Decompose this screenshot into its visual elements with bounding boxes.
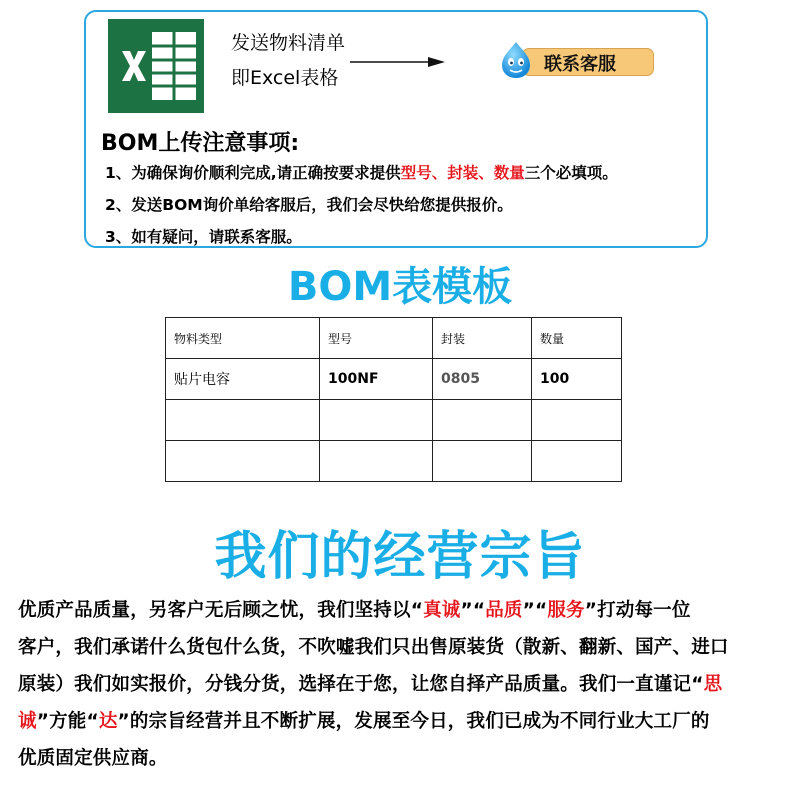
- quote-open: “: [534, 600, 548, 621]
- notice-item-2: 2、发送BOM询价单给客服后，我们会尽快给您提供报价。: [105, 196, 513, 214]
- header-material-type: 物料类型: [166, 318, 320, 359]
- table-row-empty: [166, 400, 622, 441]
- send-material-list-text: 发送物料清单: [231, 32, 346, 54]
- keyword-sincerity: 真诚: [423, 600, 461, 621]
- required-field-package: 封装: [447, 164, 479, 182]
- mission-line-2: 客户，我们承诺什么货包什么货，不吹嘘我们只出售原装货（散新、翻新、国产、进口: [18, 637, 729, 658]
- quote-open: “: [472, 600, 486, 621]
- empty-cell: [532, 441, 622, 482]
- business-mission-heading: 我们的经营宗旨: [214, 527, 586, 587]
- keyword-achieve: 达: [98, 711, 118, 732]
- cell-model: 100NF: [320, 359, 433, 400]
- keyword-quality: 品质: [485, 600, 523, 621]
- empty-cell: [166, 400, 320, 441]
- arrow-right-icon: [350, 54, 446, 70]
- notice-item-1-suffix: 三个必填项。: [524, 164, 618, 182]
- table-row-empty: [166, 441, 622, 482]
- header-quantity: 数量: [532, 318, 622, 359]
- mission-text: 原装）我们如实报价，分钱分货，选择在于您，让您自择产品质量。我们一直谨记: [18, 674, 692, 695]
- mission-text: 的宗旨经营并且不断扩展，发展至今日，我们已成为不同行业大工厂的: [129, 711, 710, 732]
- keyword-thought: 思: [703, 674, 723, 695]
- excel-format-text: 即Excel表格: [231, 67, 339, 89]
- header-model: 型号: [320, 318, 433, 359]
- required-field-model: 型号: [400, 164, 432, 182]
- business-mission-paragraph: [18, 592, 782, 777]
- quote-close: ”: [522, 600, 535, 621]
- cell-material-type: 贴片电容: [166, 359, 320, 400]
- empty-cell: [532, 400, 622, 441]
- quote-open: “: [691, 674, 704, 695]
- notice-item-3: 3、如有疑问，请联系客服。: [105, 228, 302, 246]
- empty-cell: [433, 441, 532, 482]
- quote-close: ”: [460, 600, 473, 621]
- qq-penguin-icon: [496, 40, 536, 80]
- mission-line-5: 优质固定供应商。: [18, 748, 168, 769]
- separator: 、: [431, 164, 448, 182]
- bom-template-heading: BOM表模板: [287, 264, 513, 310]
- notice-item-1: [105, 161, 618, 183]
- quote-open: “: [410, 600, 424, 621]
- separator: 、: [478, 164, 494, 182]
- excel-icon: [108, 19, 204, 113]
- notice-item-1-prefix: 1、为确保询价顺利完成,请正确按要求提供: [105, 164, 401, 182]
- bom-template-table: [165, 317, 622, 482]
- keyword-sincere: 诚: [18, 711, 37, 732]
- required-field-quantity: 数量: [493, 164, 525, 182]
- empty-cell: [433, 400, 532, 441]
- empty-cell: [320, 441, 433, 482]
- quote-close: ”: [36, 711, 50, 732]
- quote-close: ”: [117, 711, 130, 732]
- quote-open: “: [86, 711, 99, 732]
- mission-line-3: [18, 666, 782, 703]
- mission-line-1: [18, 592, 782, 629]
- mission-text: 方能: [49, 711, 87, 732]
- keyword-service: 服务: [547, 600, 585, 621]
- mission-line-4: [18, 703, 782, 740]
- table-row: [166, 359, 622, 400]
- empty-cell: [166, 441, 320, 482]
- cell-quantity: 100: [532, 359, 622, 400]
- table-header-row: [166, 318, 622, 359]
- contact-customer-service-label[interactable]: 联系客服: [544, 54, 616, 75]
- mission-text: 打动每一位: [597, 600, 691, 621]
- header-package: 封装: [433, 318, 532, 359]
- mission-text: 优质产品质量，另客户无后顾之忧，我们坚持以: [18, 600, 411, 621]
- quote-close: ”: [584, 600, 598, 621]
- bom-upload-notice-title: BOM上传注意事项:: [101, 131, 300, 156]
- cell-package: 0805: [433, 359, 532, 400]
- empty-cell: [320, 400, 433, 441]
